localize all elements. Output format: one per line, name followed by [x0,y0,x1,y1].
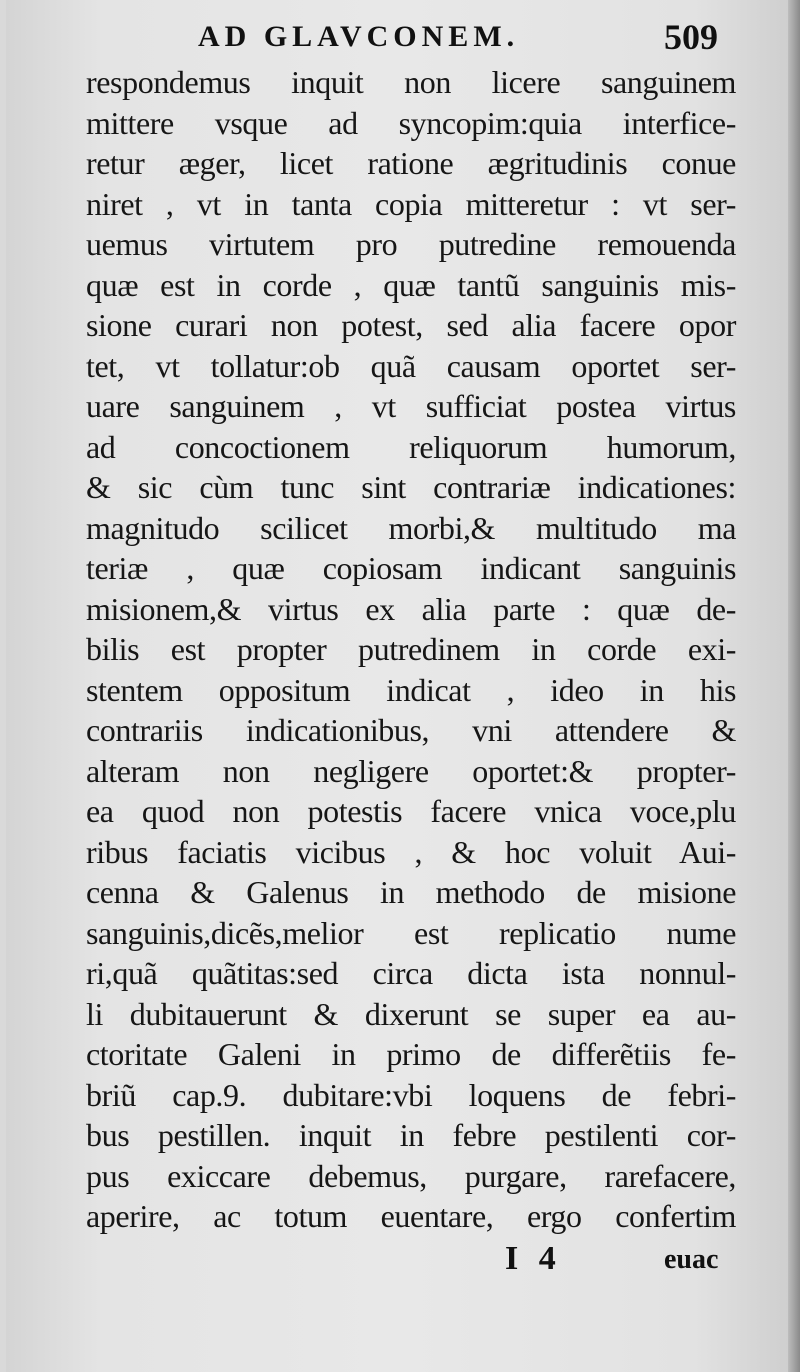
text-line: stentem oppositum indicat , ideo in his [86,671,736,708]
text-line: bilis est propter putredinem in corde exi- [86,631,736,667]
catchword: euac [664,1244,719,1275]
text-line: cenna & Galenus in methodo de misione [86,874,736,910]
text-line: ea quod non potestis facere vnica voce,plu [86,793,736,829]
text-line: li dubitauerunt & dixerunt se super ea au- [86,995,736,1032]
text-line: sanguinis,dicẽs,melior est replicatio nume [86,914,736,951]
text-line: ri,quã quãtitas:sed circa dicta ista nonnul- [86,955,736,991]
body-text [86,62,736,1237]
text-line: bus pestillen. inquit in febre pestilenti cor- [86,1117,736,1153]
text-line: quæ est in corde , quæ tantũ sanguinis mis- [86,266,736,303]
text-line: sione curari non potest, sed alia facere opor [86,307,736,343]
page-number: 509 [664,17,718,57]
text-line: aperire, ac totum euentare, ergo confertim [86,1198,736,1234]
text-line: pus exiccare debemus, purgare, rarefacere, [86,1157,736,1194]
text-line: magnitudo scilicet morbi,& multitudo ma [86,509,736,546]
text-line: respondemus inquit non licere sanguinem [86,64,736,100]
text-line: tet, vt tollatur:ob quã causam oportet ser- [86,347,736,384]
page-footer [0,1240,800,1290]
text-line: ctoritate Galeni in primo de differẽtiis fe- [86,1036,736,1072]
text-line: retur æger, licet ratione ægritudinis conue [86,145,736,181]
page-edge-shadow [788,0,800,1372]
text-line: ribus faciatis vicibus , & hoc voluit Aui- [86,833,736,870]
text-line: misionem,& virtus ex alia parte : quæ de- [86,590,736,627]
text-line: contrariis indicationibus, vni attendere & [86,712,736,748]
page-header [0,14,800,60]
text-line: ad concoctionem reliquorum humorum, [86,428,736,465]
text-line: alteram non negligere oportet:& propter- [86,752,736,789]
signature-mark: I 4 [505,1240,562,1277]
text-line: teriæ , quæ copiosam indicant sanguinis [86,550,736,586]
text-line: niret , vt in tanta copia mitteretur : vt ser- [86,185,736,222]
text-line: mittere vsque ad syncopim:quia interfice- [86,104,736,141]
text-line: & sic cùm tunc sint contrariæ indicationes: [86,469,736,505]
text-line: uare sanguinem , vt sufficiat postea virtus [86,388,736,424]
text-line: briũ cap.9. dubitare:vbi loquens de febri- [86,1076,736,1113]
text-line: uemus virtutem pro putredine remouenda [86,226,736,262]
running-head: AD GLAVCONEM. [198,20,520,53]
